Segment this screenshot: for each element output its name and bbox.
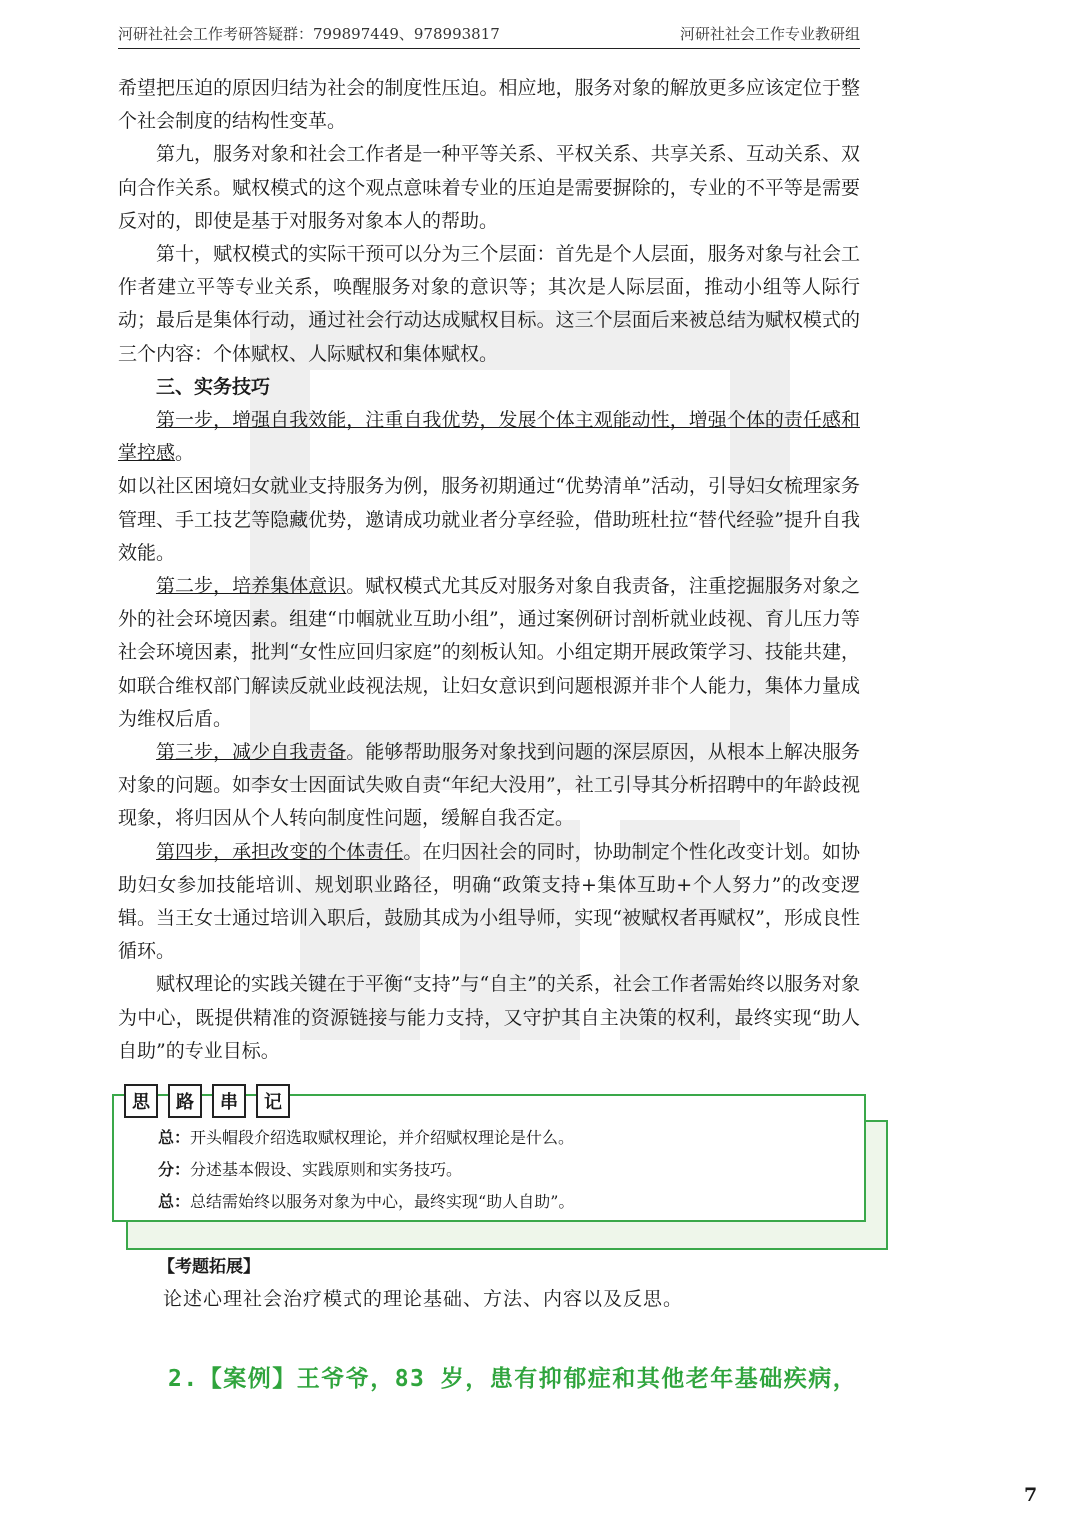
- paragraph: 第十，赋权模式的实际干预可以分为三个层面：首先是个人层面，服务对象与社会工作者建立平等专业关系，唤醒服务对象的意识等；其次是人际层面，推动小组等人际行动；最后是集体行动，通过社会行动达成赋权目标。这三个层面后来被总结为赋权模式的三个内容：个体赋权、人际赋权和集体赋权。: [118, 243, 860, 365]
- extension-title: 【考题拓展】: [158, 1257, 260, 1277]
- header-left: 河研社社会工作考研答疑群：799897449、978993817: [118, 24, 500, 43]
- paragraph: 如以社区困境妇女就业支持服务为例，服务初期通过“优势清单”活动，引导妇女梳理家务管理、手工技艺等隐藏优势，邀请成功就业者分享经验，借助班杜拉“替代经验”提升自我效能。: [118, 475, 860, 564]
- summary-tags: [124, 1084, 290, 1118]
- case-heading: 2.【案例】王爷爷，83 岁，患有抑郁症和其他老年基础疾病，: [168, 1366, 858, 1392]
- step-2-paragraph: 第二步，培养集体意识。赋权模式尤其反对服务对象自我责备，注重挖掘服务对象之外的社会环境因素。组建“巾帼就业互助小组”，通过案例研讨剖析就业歧视、育儿压力等社会环境因素，批判“女性应回归家庭”的刻板认知。小组定期开展政策学习、技能共建，如联合维权部门解读反就业歧视法规，让妇女意识到问题根源并非个人能力，集体力量成为维权后盾。: [118, 575, 860, 730]
- step-1-heading: 第一步，增强自我效能，注重自我优势，发展个体主观能动性，增强个体的责任感和掌控感。: [118, 409, 860, 465]
- summary-tag: 记: [256, 1084, 290, 1118]
- summary-tag: 串: [212, 1084, 246, 1118]
- page-header: [118, 18, 860, 49]
- paragraph: 第九，服务对象和社会工作者是一种平等关系、平权关系、共享关系、互动关系、双向合作关系。赋权模式的这个观点意味着专业的压迫是需要摒除的，专业的不平等是需要反对的，即使是基于对服务对象本人的帮助。: [118, 143, 860, 232]
- section-heading: 三、实务技巧: [156, 375, 271, 398]
- step-4-paragraph: 第四步，承担改变的个体责任。在归因社会的同时，协助制定个性化改变计划。如协助妇女参加技能培训、规划职业路径，明确“政策支持+集体互助+个人努力”的改变逻辑。当王女士通过培训入职后，鼓励其成为小组导师，实现“被赋权者再赋权”，形成良性循环。: [118, 840, 860, 963]
- extension-question: 论述心理社会治疗模式的理论基础、方法、内容以及反思。: [163, 1288, 684, 1310]
- main-content: [118, 72, 860, 1068]
- summary-lines: [158, 1122, 574, 1218]
- summary-tag: 路: [168, 1084, 202, 1118]
- summary-line: 总：总结需始终以服务对象为中心，最终实现“助人自助”。: [158, 1192, 575, 1211]
- summary-tag: 思: [124, 1084, 158, 1118]
- summary-line: 分：分述基本假设、实践原则和实务技巧。: [158, 1160, 463, 1179]
- page-number: 7: [1024, 1484, 1038, 1506]
- header-right: 河研社社会工作专业教研组: [679, 24, 860, 43]
- paragraph: 希望把压迫的原因归结为社会的制度性压迫。相应地，服务对象的解放更多应该定位于整个社会制度的结构性变革。: [118, 77, 860, 133]
- summary-line: 总：开头帽段介绍选取赋权理论，并介绍赋权理论是什么。: [158, 1128, 575, 1147]
- step-3-paragraph: 第三步，减少自我责备。能够帮助服务对象找到问题的深层原因，从根本上解决服务对象的问题。如李女士因面试失败自责“年纪大没用”，社工引导其分析招聘中的年龄歧视现象，将归因从个人转向制度性问题，缓解自我否定。: [118, 741, 860, 830]
- conclusion-paragraph: 赋权理论的实践关键在于平衡“支持”与“自主”的关系，社会工作者需始终以服务对象为中心，既提供精准的资源链接与能力支持，又守护其自主决策的权利，最终实现“助人自助”的专业目标。: [118, 973, 860, 1062]
